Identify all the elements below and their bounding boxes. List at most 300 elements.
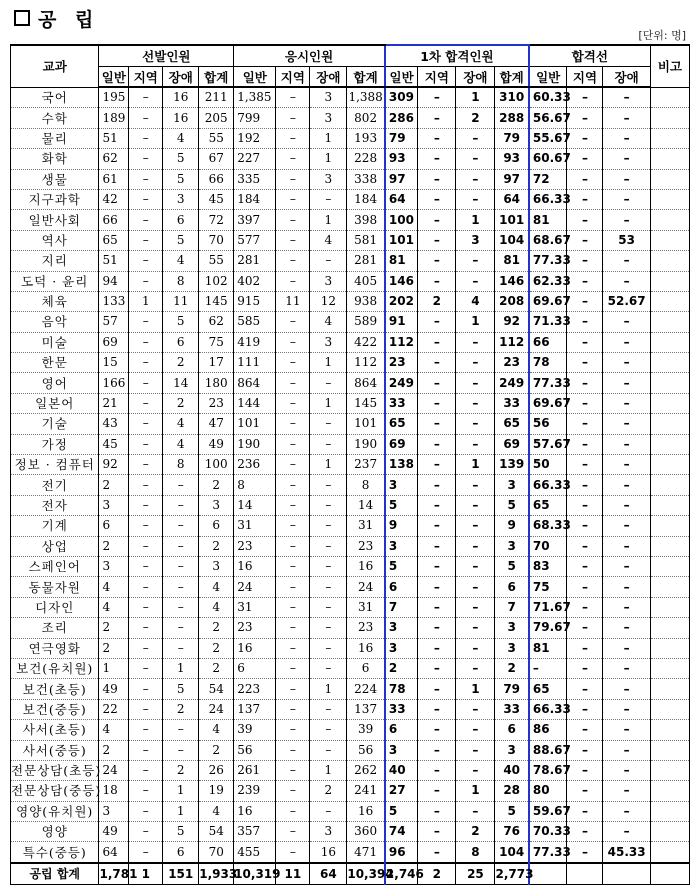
cut-general-cell: 60.33 (529, 87, 567, 108)
pass-total-cell: 6 (495, 577, 529, 597)
pass-region-cell: – (418, 658, 456, 678)
header-app-region: 지역 (276, 67, 310, 88)
app-total-cell: 31 (347, 597, 385, 617)
table-row (11, 618, 690, 638)
subject-cell: 영어 (11, 373, 99, 393)
app-disabled-cell: – (310, 495, 347, 515)
sel-region-cell: – (129, 393, 163, 413)
cut-region-cell: – (567, 312, 603, 332)
pass-total-cell: 92 (495, 312, 529, 332)
pass-region-cell: – (418, 495, 456, 515)
app-region-cell: – (276, 393, 310, 413)
app-general-cell: 281 (234, 251, 276, 271)
pass-general-cell: 6 (385, 577, 418, 597)
subject-cell: 전기 (11, 475, 99, 495)
subject-cell: 스페인어 (11, 556, 99, 576)
app-general-cell: 31 (234, 516, 276, 536)
app-disabled-cell: – (310, 801, 347, 821)
sel-disabled-cell: – (163, 536, 199, 556)
cut-general-cell: 66.33 (529, 699, 567, 719)
app-general-cell: 192 (234, 128, 276, 148)
pass-disabled-cell: – (456, 597, 495, 617)
table-row (11, 169, 690, 189)
unit-label: [단위: 명] (638, 29, 686, 42)
cut-general-cell: 83 (529, 556, 567, 576)
pass-disabled-cell: 1 (456, 455, 495, 475)
pass-general-cell: 40 (385, 760, 418, 780)
app-region-cell: – (276, 189, 310, 209)
cut-general-cell: 72 (529, 169, 567, 189)
note-cell (650, 781, 689, 801)
app-disabled-cell: 3 (310, 87, 347, 108)
app-total-cell: 24 (347, 577, 385, 597)
app-region-cell: – (276, 760, 310, 780)
sel-region-cell: – (129, 312, 163, 332)
cut-disabled-cell: – (603, 781, 650, 801)
header-sel-total: 합계 (199, 67, 234, 88)
header-cut-general: 일반 (529, 67, 567, 88)
sel-disabled-cell: 5 (163, 169, 199, 189)
pass-disabled-cell: – (456, 495, 495, 515)
app-general-cell: 419 (234, 332, 276, 352)
sel-region-cell: – (129, 455, 163, 475)
pass-region-cell: – (418, 760, 456, 780)
pass-disabled-cell: – (456, 536, 495, 556)
cut-region-cell: – (567, 393, 603, 413)
note-cell (650, 434, 689, 454)
subject-cell: 기계 (11, 516, 99, 536)
subject-cell: 영양 (11, 822, 99, 842)
cut-region-cell: – (567, 740, 603, 760)
app-disabled-cell: – (310, 373, 347, 393)
pass-region-cell: – (418, 271, 456, 291)
cut-general-cell: 66.33 (529, 475, 567, 495)
cut-general-cell: 77.33 (529, 842, 567, 863)
cut-disabled-cell: 52.67 (603, 291, 650, 311)
note-cell (650, 149, 689, 169)
sel-disabled-cell: – (163, 475, 199, 495)
sel-disabled-cell: – (163, 577, 199, 597)
app-general-cell: 16 (234, 801, 276, 821)
subject-cell: 조리 (11, 618, 99, 638)
app-general-cell: 239 (234, 781, 276, 801)
sel-disabled-cell: 5 (163, 149, 199, 169)
pass-disabled-cell: – (456, 720, 495, 740)
app-disabled-cell: – (310, 475, 347, 495)
header-app-disabled: 장애 (310, 67, 347, 88)
header-pass-disabled: 장애 (456, 67, 495, 88)
header-pass-region: 지역 (418, 67, 456, 88)
sel-region-cell: – (129, 189, 163, 209)
app-region-cell: – (276, 414, 310, 434)
total-app-region: 11 (276, 863, 310, 885)
app-total-cell: 101 (347, 414, 385, 434)
sel-region-cell: – (129, 781, 163, 801)
sel-region-cell: – (129, 679, 163, 699)
pass-total-cell: 9 (495, 516, 529, 536)
table-row (11, 414, 690, 434)
sel-total-cell: 2 (199, 740, 234, 760)
total-pass-region: 2 (418, 863, 456, 885)
pass-region-cell: – (418, 353, 456, 373)
note-cell (650, 556, 689, 576)
sel-total-cell: 2 (199, 536, 234, 556)
sel-disabled-cell: 2 (163, 353, 199, 373)
sel-disabled-cell: – (163, 556, 199, 576)
note-cell (650, 291, 689, 311)
app-region-cell: – (276, 128, 310, 148)
pass-general-cell: 3 (385, 475, 418, 495)
sel-general-cell: 65 (99, 230, 129, 250)
app-disabled-cell: 1 (310, 353, 347, 373)
cut-general-cell: 50 (529, 455, 567, 475)
cut-general-cell: 77.33 (529, 373, 567, 393)
cut-region-cell: – (567, 169, 603, 189)
subject-cell: 보건(초등) (11, 679, 99, 699)
title-text: 공 립 (38, 8, 100, 31)
sel-total-cell: 47 (199, 414, 234, 434)
note-cell (650, 597, 689, 617)
pass-total-cell: 65 (495, 414, 529, 434)
header-app-total: 합계 (347, 67, 385, 88)
pass-total-cell: 3 (495, 618, 529, 638)
app-general-cell: 8 (234, 475, 276, 495)
app-disabled-cell: 2 (310, 781, 347, 801)
table-row (11, 128, 690, 148)
pass-general-cell: 5 (385, 495, 418, 515)
header-cutoff: 합격선 (529, 45, 650, 67)
pass-region-cell: – (418, 536, 456, 556)
note-cell (650, 536, 689, 556)
pass-region-cell: – (418, 169, 456, 189)
app-disabled-cell: 3 (310, 169, 347, 189)
cut-general-cell: 57.67 (529, 434, 567, 454)
sel-total-cell: 2 (199, 618, 234, 638)
sel-total-cell: 2 (199, 658, 234, 678)
cut-disabled-cell: – (603, 495, 650, 515)
sel-region-cell: – (129, 495, 163, 515)
pass-total-cell: 104 (495, 230, 529, 250)
table-row (11, 516, 690, 536)
table-row (11, 393, 690, 413)
pass-general-cell: 7 (385, 597, 418, 617)
pass-total-cell: 64 (495, 189, 529, 209)
pass-total-cell: 139 (495, 455, 529, 475)
table-row (11, 760, 690, 780)
header-subject: 교과 (11, 45, 99, 87)
table-row (11, 679, 690, 699)
app-region-cell: – (276, 373, 310, 393)
pass-disabled-cell: 1 (456, 210, 495, 230)
pass-region-cell: – (418, 516, 456, 536)
sel-total-cell: 6 (199, 516, 234, 536)
app-total-cell: 112 (347, 353, 385, 373)
pass-total-cell: 3 (495, 536, 529, 556)
sel-total-cell: 70 (199, 230, 234, 250)
header-pass-total: 합계 (495, 67, 529, 88)
pass-disabled-cell: 3 (456, 230, 495, 250)
sel-region-cell: – (129, 108, 163, 128)
pass-disabled-cell: – (456, 475, 495, 495)
pass-total-cell: 5 (495, 495, 529, 515)
app-disabled-cell: 1 (310, 128, 347, 148)
cut-region-cell: – (567, 230, 603, 250)
table-row (11, 577, 690, 597)
sel-disabled-cell: – (163, 618, 199, 638)
subject-cell: 지구과학 (11, 189, 99, 209)
pass-disabled-cell: – (456, 271, 495, 291)
pass-disabled-cell: – (456, 699, 495, 719)
app-total-cell: 39 (347, 720, 385, 740)
cut-general-cell: 81 (529, 210, 567, 230)
pass-total-cell: 6 (495, 720, 529, 740)
app-general-cell: 56 (234, 740, 276, 760)
cut-general-cell: 66 (529, 332, 567, 352)
sel-disabled-cell: 2 (163, 699, 199, 719)
sel-region-cell: – (129, 332, 163, 352)
pass-disabled-cell: – (456, 332, 495, 352)
cut-region-cell: – (567, 679, 603, 699)
pass-total-cell: 33 (495, 699, 529, 719)
sel-disabled-cell: 4 (163, 434, 199, 454)
sel-total-cell: 3 (199, 495, 234, 515)
pass-disabled-cell: – (456, 128, 495, 148)
pass-disabled-cell: – (456, 414, 495, 434)
cut-region-cell: – (567, 149, 603, 169)
app-total-cell: 237 (347, 455, 385, 475)
table-row (11, 597, 690, 617)
pass-region-cell: – (418, 699, 456, 719)
sel-disabled-cell: 16 (163, 108, 199, 128)
total-app-disabled: 64 (310, 863, 347, 885)
sel-total-cell: 24 (199, 699, 234, 719)
pass-disabled-cell: – (456, 638, 495, 658)
pass-disabled-cell: 1 (456, 312, 495, 332)
total-cut-disabled (603, 863, 650, 885)
app-total-cell: 471 (347, 842, 385, 863)
pass-total-cell: 249 (495, 373, 529, 393)
pass-disabled-cell: – (456, 169, 495, 189)
pass-general-cell: 79 (385, 128, 418, 148)
sel-total-cell: 19 (199, 781, 234, 801)
app-region-cell: – (276, 556, 310, 576)
sel-general-cell: 94 (99, 271, 129, 291)
app-total-cell: 281 (347, 251, 385, 271)
pass-disabled-cell: – (456, 434, 495, 454)
sel-disabled-cell: 5 (163, 230, 199, 250)
cut-region-cell: – (567, 781, 603, 801)
header-sel-region: 지역 (129, 67, 163, 88)
pass-disabled-cell: 2 (456, 108, 495, 128)
app-disabled-cell: 3 (310, 332, 347, 352)
pass-disabled-cell: – (456, 658, 495, 678)
sel-total-cell: 49 (199, 434, 234, 454)
table-row (11, 740, 690, 760)
app-general-cell: 223 (234, 679, 276, 699)
pass-general-cell: 74 (385, 822, 418, 842)
app-total-cell: 338 (347, 169, 385, 189)
subject-cell: 전문상담(중등) (11, 781, 99, 801)
app-total-cell: 581 (347, 230, 385, 250)
app-disabled-cell: – (310, 658, 347, 678)
subject-cell: 일본어 (11, 393, 99, 413)
note-cell (650, 312, 689, 332)
sel-general-cell: 195 (99, 87, 129, 108)
header-first-pass: 1차 합격인원 (385, 45, 529, 67)
pass-general-cell: 69 (385, 434, 418, 454)
app-disabled-cell: 3 (310, 271, 347, 291)
subject-cell: 체육 (11, 291, 99, 311)
pass-region-cell: – (418, 189, 456, 209)
sel-general-cell: 49 (99, 679, 129, 699)
app-total-cell: 193 (347, 128, 385, 148)
sel-region-cell: – (129, 822, 163, 842)
cut-region-cell: – (567, 353, 603, 373)
cut-general-cell: 71.67 (529, 597, 567, 617)
cut-region-cell: – (567, 251, 603, 271)
total-subject: 공립 합계 (11, 863, 99, 885)
pass-region-cell: – (418, 801, 456, 821)
app-region-cell: – (276, 658, 310, 678)
cut-general-cell: 65 (529, 495, 567, 515)
pass-total-cell: 69 (495, 434, 529, 454)
app-total-cell: 224 (347, 679, 385, 699)
cut-general-cell: 81 (529, 638, 567, 658)
cut-disabled-cell: – (603, 189, 650, 209)
app-general-cell: 236 (234, 455, 276, 475)
sel-disabled-cell: 5 (163, 312, 199, 332)
pass-general-cell: 3 (385, 638, 418, 658)
cut-region-cell: – (567, 597, 603, 617)
table-row (11, 210, 690, 230)
pass-total-cell: 104 (495, 842, 529, 863)
app-general-cell: 16 (234, 638, 276, 658)
app-general-cell: 184 (234, 189, 276, 209)
app-region-cell: – (276, 801, 310, 821)
pass-general-cell: 101 (385, 230, 418, 250)
total-app-general: 10,319 (234, 863, 276, 885)
app-disabled-cell: 1 (310, 393, 347, 413)
cut-general-cell: 78 (529, 353, 567, 373)
pass-region-cell: – (418, 597, 456, 617)
cut-region-cell: – (567, 373, 603, 393)
table-row (11, 536, 690, 556)
pass-region-cell: – (418, 332, 456, 352)
sel-disabled-cell: 1 (163, 801, 199, 821)
sel-disabled-cell: 8 (163, 271, 199, 291)
pass-general-cell: 5 (385, 556, 418, 576)
cut-disabled-cell: 45.33 (603, 842, 650, 863)
sel-general-cell: 49 (99, 822, 129, 842)
app-disabled-cell: – (310, 251, 347, 271)
sel-region-cell: – (129, 230, 163, 250)
pass-disabled-cell: – (456, 251, 495, 271)
app-region-cell: – (276, 149, 310, 169)
subject-cell: 일반사회 (11, 210, 99, 230)
table-row (11, 434, 690, 454)
pass-region-cell: – (418, 230, 456, 250)
app-general-cell: 24 (234, 577, 276, 597)
app-region-cell: – (276, 251, 310, 271)
app-general-cell: 101 (234, 414, 276, 434)
app-general-cell: 23 (234, 618, 276, 638)
sel-disabled-cell: 6 (163, 842, 199, 863)
sel-total-cell: 102 (199, 271, 234, 291)
app-region-cell: – (276, 822, 310, 842)
table-row (11, 475, 690, 495)
subject-cell: 연극영화 (11, 638, 99, 658)
note-cell (650, 720, 689, 740)
pass-total-cell: 79 (495, 679, 529, 699)
pass-disabled-cell: – (456, 373, 495, 393)
pass-region-cell: – (418, 414, 456, 434)
pass-disabled-cell: 1 (456, 781, 495, 801)
pass-region-cell: – (418, 638, 456, 658)
pass-total-cell: 310 (495, 87, 529, 108)
cut-disabled-cell: – (603, 475, 650, 495)
app-general-cell: 6 (234, 658, 276, 678)
note-cell (650, 801, 689, 821)
sel-general-cell: 15 (99, 353, 129, 373)
app-total-cell: 1,388 (347, 87, 385, 108)
cut-region-cell: – (567, 801, 603, 821)
total-pass-disabled: 25 (456, 863, 495, 885)
total-cut-region (567, 863, 603, 885)
app-total-cell: 16 (347, 556, 385, 576)
pass-general-cell: 249 (385, 373, 418, 393)
cut-general-cell: 71.33 (529, 312, 567, 332)
sel-general-cell: 61 (99, 169, 129, 189)
pass-disabled-cell: – (456, 618, 495, 638)
pass-general-cell: 97 (385, 169, 418, 189)
sel-general-cell: 2 (99, 740, 129, 760)
cut-general-cell: – (529, 658, 567, 678)
pass-general-cell: 3 (385, 618, 418, 638)
sel-total-cell: 67 (199, 149, 234, 169)
note-cell (650, 495, 689, 515)
cut-disabled-cell: – (603, 822, 650, 842)
cut-region-cell: – (567, 618, 603, 638)
app-total-cell: 405 (347, 271, 385, 291)
pass-total-cell: 208 (495, 291, 529, 311)
pass-total-cell: 2 (495, 658, 529, 678)
app-total-cell: 864 (347, 373, 385, 393)
sel-region-cell: – (129, 475, 163, 495)
cut-disabled-cell: – (603, 393, 650, 413)
table-row (11, 271, 690, 291)
pass-total-cell: 146 (495, 271, 529, 291)
app-region-cell: – (276, 781, 310, 801)
cut-general-cell: 70.33 (529, 822, 567, 842)
sel-general-cell: 18 (99, 781, 129, 801)
cut-region-cell: – (567, 658, 603, 678)
cut-region-cell: – (567, 291, 603, 311)
note-cell (650, 740, 689, 760)
app-general-cell: 23 (234, 536, 276, 556)
sel-disabled-cell: 8 (163, 455, 199, 475)
cut-disabled-cell: – (603, 251, 650, 271)
app-region-cell: – (276, 495, 310, 515)
header-cut-region: 지역 (567, 67, 603, 88)
app-region-cell: – (276, 597, 310, 617)
app-total-cell: 14 (347, 495, 385, 515)
app-region-cell: – (276, 536, 310, 556)
app-general-cell: 137 (234, 699, 276, 719)
app-total-cell: 262 (347, 760, 385, 780)
app-region-cell: – (276, 87, 310, 108)
sel-general-cell: 6 (99, 516, 129, 536)
cut-general-cell: 79.67 (529, 618, 567, 638)
